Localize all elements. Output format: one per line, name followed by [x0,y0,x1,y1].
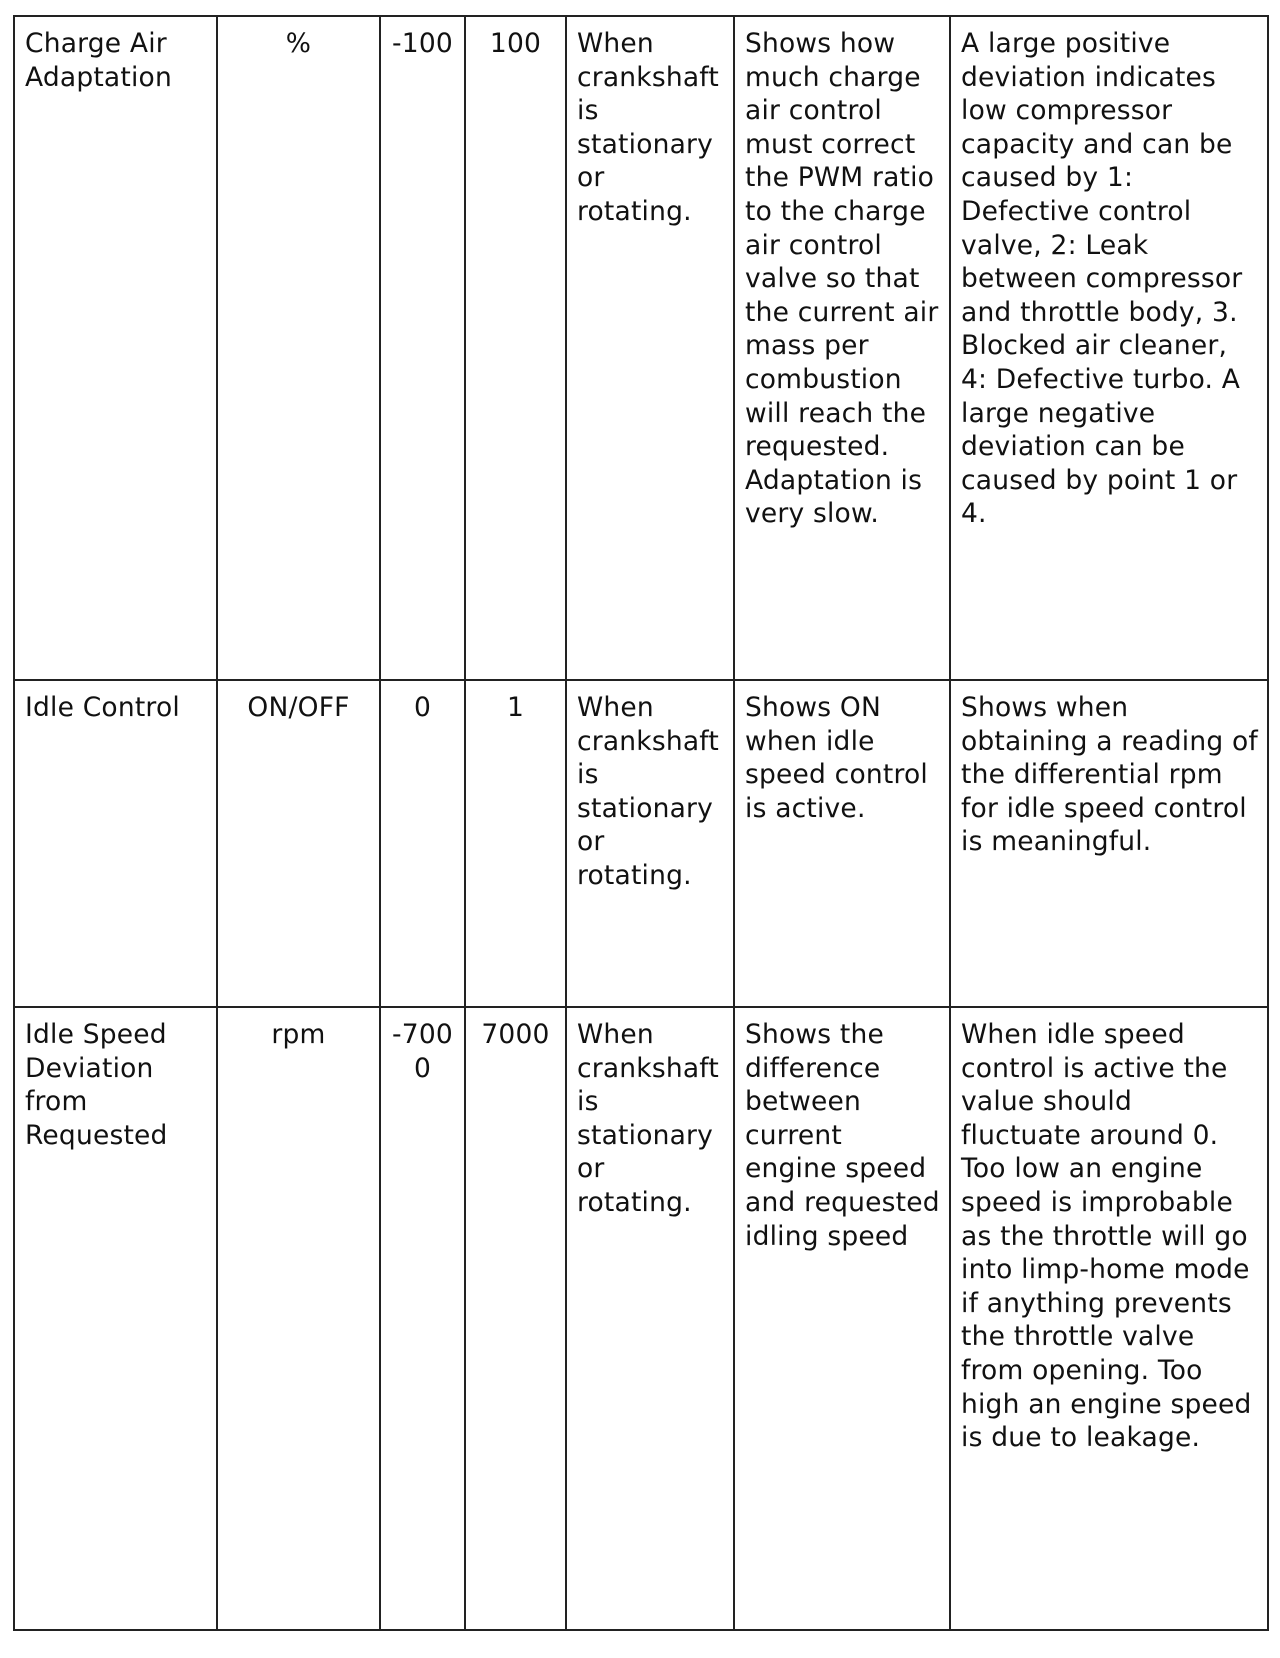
max-value-cell: 1 [465,680,566,1007]
max-value-cell: 7000 [465,1007,566,1630]
table-row [14,16,1268,680]
description-cell: Shows ON when idle speed control is active. [734,680,950,1007]
description-cell: Shows the difference between current engine speed and requested idling speed [734,1007,950,1630]
condition-cell: When crankshaft is stationary or rotating. [566,1007,734,1630]
min-value-cell: -7000 [380,1007,465,1630]
parameter-name-cell: Idle Control [14,680,217,1007]
description-cell: Shows how much charge air control must correct the PWM ratio to the charge air control valve so that the current air mass per combustion will reach the requested. Adaptation is very slow. [734,16,950,680]
notes-cell: When idle speed control is active the value should fluctuate around 0. Too low an engine speed is improbable as the throttle will go into limp-home mode if anything prevents the throttle valve from opening. Too high an engine speed is due to leakage. [950,1007,1268,1630]
unit-cell: % [217,16,380,680]
parameter-table [13,15,1269,1631]
notes-cell: Shows when obtaining a reading of the differential rpm for idle speed control is meaningful. [950,680,1268,1007]
min-value-cell: 0 [380,680,465,1007]
min-value-cell: -100 [380,16,465,680]
unit-cell: ON/OFF [217,680,380,1007]
notes-cell: A large positive deviation indicates low compressor capacity and can be caused by 1: Defective control valve, 2: Leak between compressor and throttle body, 3. Blocked air cleaner, 4: Defective turbo. A large negative deviation can be caused by point 1 or 4. [950,16,1268,680]
condition-cell: When crankshaft is stationary or rotating. [566,16,734,680]
parameter-name-cell: Idle Speed Deviation from Requested [14,1007,217,1630]
table-row [14,1007,1268,1630]
unit-cell: rpm [217,1007,380,1630]
max-value-cell: 100 [465,16,566,680]
table-row [14,680,1268,1007]
parameter-name-cell: Charge Air Adaptation [14,16,217,680]
condition-cell: When crankshaft is stationary or rotating. [566,680,734,1007]
